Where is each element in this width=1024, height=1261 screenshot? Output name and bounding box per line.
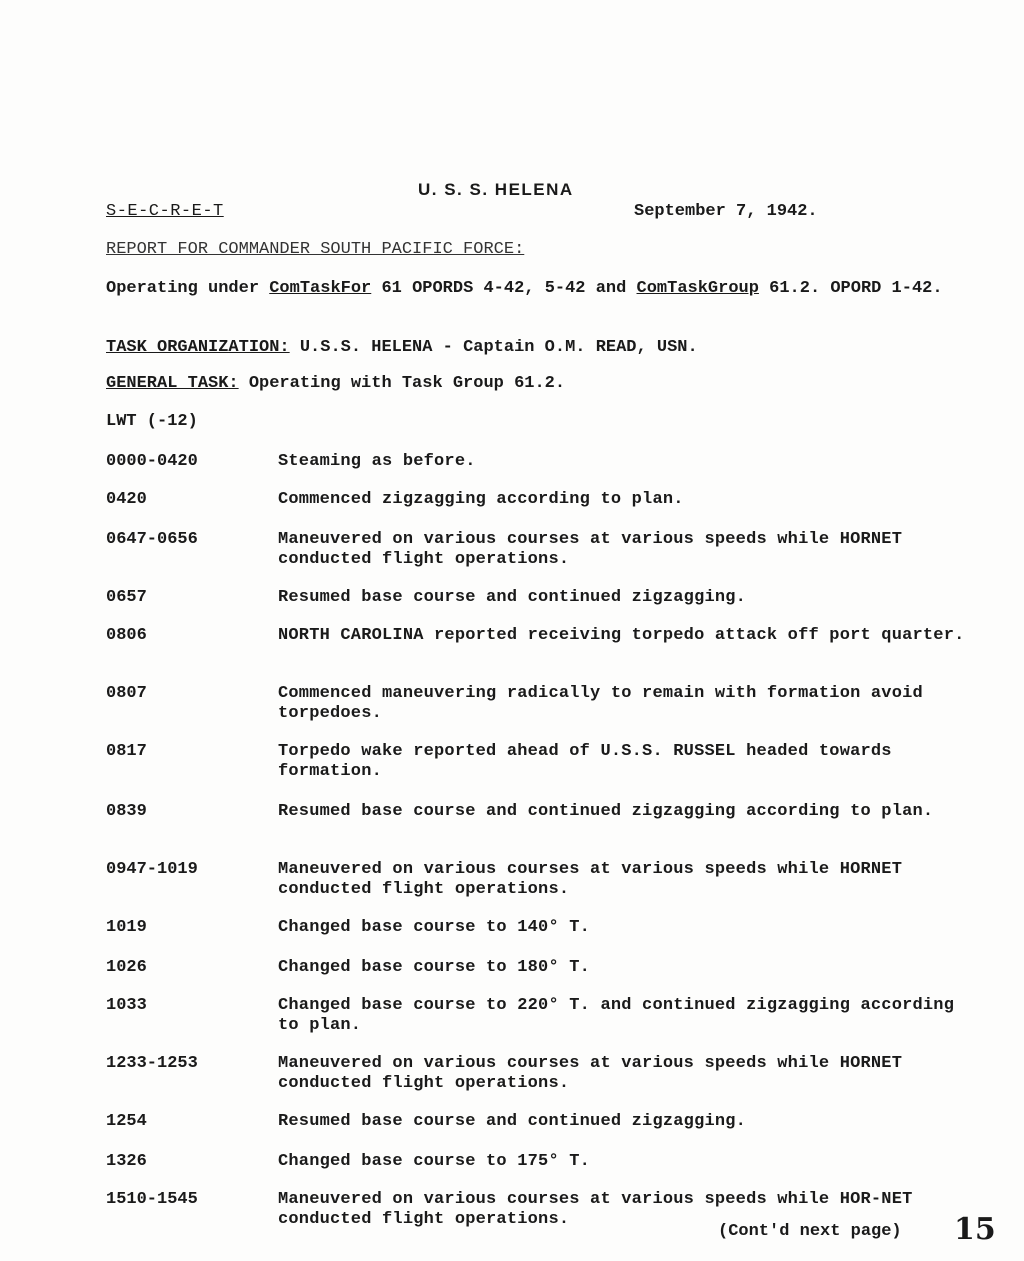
operating-suffix: 61.2. OPORD 1-42. xyxy=(758,279,943,298)
log-text: NORTH CAROLINA reported receiving torpedo attack off port quarter. xyxy=(278,626,965,645)
log-text: Resumed base course and continued zigzagging. xyxy=(278,1112,747,1131)
log-text: Maneuvered on various courses at various speeds while HORNET conducted flight operations. xyxy=(278,1054,903,1093)
task-organization-label: TASK ORGANIZATION: xyxy=(106,338,290,357)
log-time: 0839 xyxy=(106,802,147,821)
general-task xyxy=(106,374,565,393)
log-time: 0807 xyxy=(106,684,147,703)
general-task-value: Operating with Task Group 61.2. xyxy=(238,374,566,393)
comtaskgroup-label: ComTaskGroup xyxy=(636,279,759,298)
log-text: Changed base course to 140° T. xyxy=(278,918,591,937)
log-time: 1033 xyxy=(106,996,147,1015)
page-number: 15 xyxy=(954,1212,996,1247)
log-text: Changed base course to 220° T. and continued zigzagging according to plan. xyxy=(278,996,955,1035)
ship-title: U. S. S. HELENA xyxy=(418,180,574,199)
log-time: 1510-1545 xyxy=(106,1190,198,1209)
log-time: 1326 xyxy=(106,1152,147,1171)
log-text: Changed base course to 175° T. xyxy=(278,1152,591,1171)
operating-orders xyxy=(106,278,986,299)
log-text: Resumed base course and continued zigzagging according to plan. xyxy=(278,802,934,821)
log-time: 0806 xyxy=(106,626,147,645)
general-task-label: GENERAL TASK: xyxy=(106,374,239,393)
comtaskfor-label: ComTaskFor xyxy=(269,279,372,298)
log-text: Resumed base course and continued zigzagging. xyxy=(278,588,747,607)
log-text: Maneuvered on various courses at various speeds while HORNET conducted flight operations. xyxy=(278,860,903,899)
log-text: Torpedo wake reported ahead of U.S.S. RUSSEL headed towards formation. xyxy=(278,742,892,781)
report-date: September 7, 1942. xyxy=(634,202,818,221)
log-time: 1233-1253 xyxy=(106,1054,198,1073)
task-organization-value: U.S.S. HELENA - Captain O.M. READ, USN. xyxy=(289,338,698,357)
continued-note: (Cont'd next page) xyxy=(718,1222,902,1241)
log-text: Changed base course to 180° T. xyxy=(278,958,591,977)
log-text: Commenced maneuvering radically to remain with formation avoid torpedoes. xyxy=(278,684,923,723)
task-organization xyxy=(106,338,698,357)
operating-middle: 61 OPORDS 4-42, 5-42 and xyxy=(371,279,637,298)
classification-mark: S-E-C-R-E-T xyxy=(106,202,224,221)
log-text: Steaming as before. xyxy=(278,452,476,471)
log-time: 0000-0420 xyxy=(106,452,198,471)
operating-prefix: Operating under xyxy=(106,279,270,298)
log-text: Commenced zigzagging according to plan. xyxy=(278,490,684,509)
log-time: 1254 xyxy=(106,1112,147,1131)
log-text: Maneuvered on various courses at various speeds while HORNET conducted flight operations. xyxy=(278,530,903,569)
log-time: 0420 xyxy=(106,490,147,509)
time-zone-label: LWT (-12) xyxy=(106,412,198,431)
log-time: 0947-1019 xyxy=(106,860,198,879)
log-time: 0647-0656 xyxy=(106,530,198,549)
log-time: 0657 xyxy=(106,588,147,607)
log-time: 0817 xyxy=(106,742,147,761)
log-text: Maneuvered on various courses at various speeds while HOR-NET conducted flight operations. xyxy=(278,1190,913,1229)
report-heading: REPORT FOR COMMANDER SOUTH PACIFIC FORCE: xyxy=(106,240,525,259)
log-time: 1026 xyxy=(106,958,147,977)
log-time: 1019 xyxy=(106,918,147,937)
